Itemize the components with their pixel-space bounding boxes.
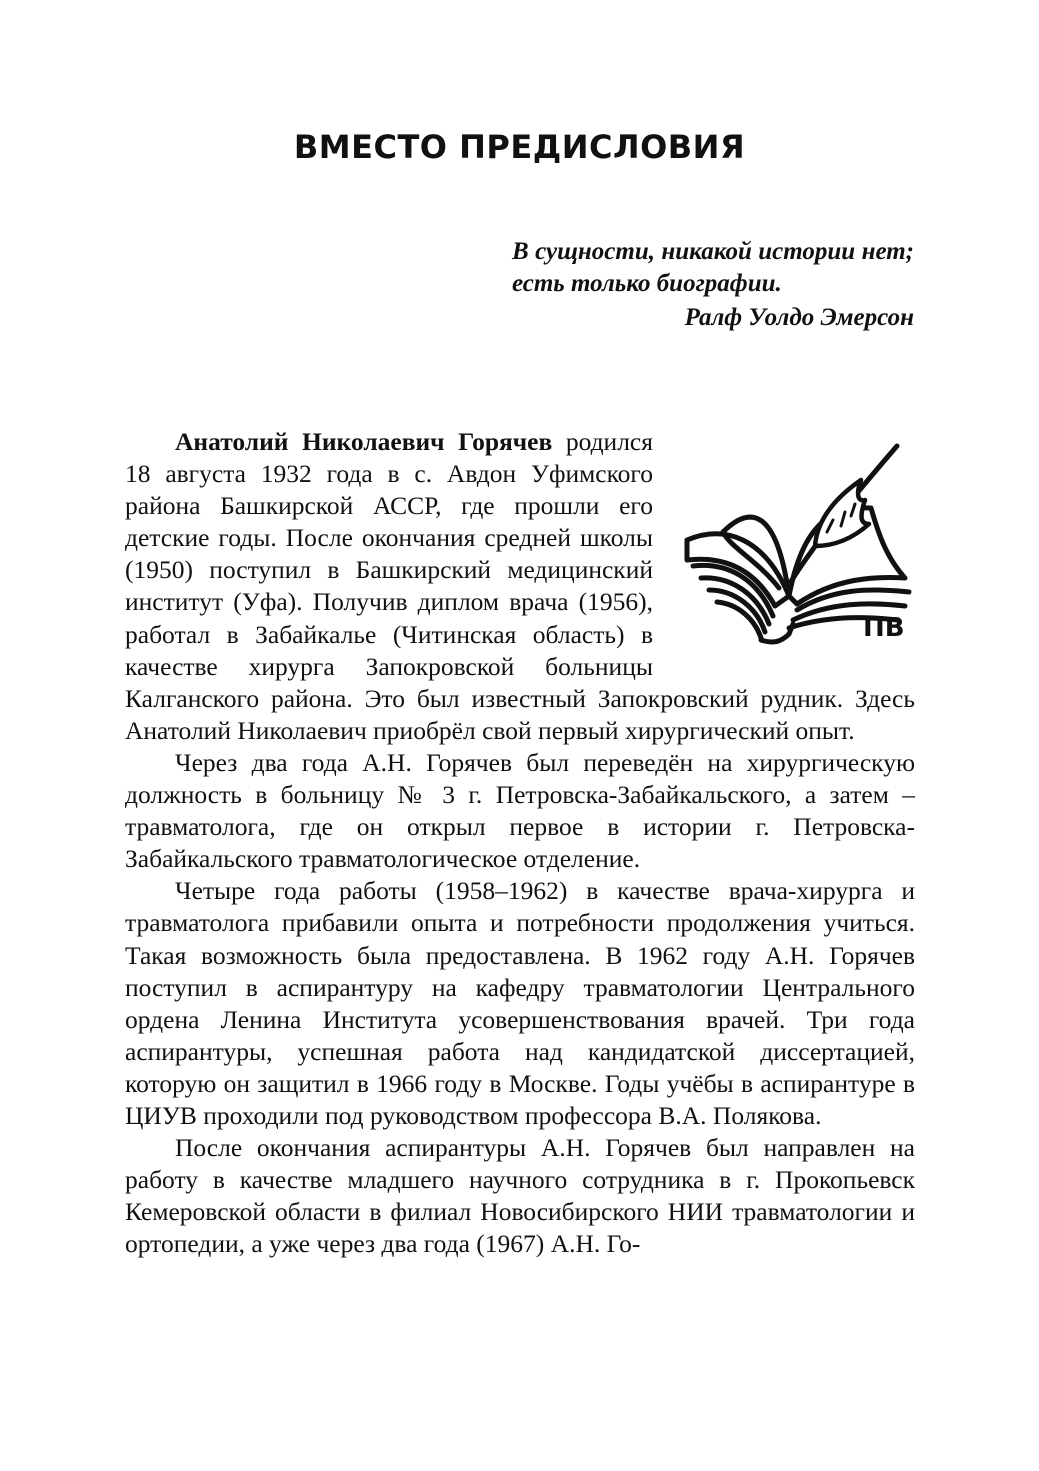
body-text xyxy=(125,426,915,1260)
emblem-monogram xyxy=(863,613,905,643)
paragraph-1 xyxy=(125,426,915,747)
page-heading: ВМЕСТО ПРЕДИСЛОВИЯ xyxy=(293,128,746,166)
paragraph-2: Через два года А.Н. Горячев был переведён на хирургическую должность в больницу № 3 г. Петровска-Забайкальского, а затем – травматолога, где он открыл первое в истории г. Петровска-Забайкальского травматологическое отделение. xyxy=(125,747,915,874)
paragraph-4: После окончания аспирантуры А.Н. Горячев был направлен на работу в качестве младшего научного сотрудника в г. Прокопьевск Кемеровской области в филиал Новосибирского НИИ травматологии и ортопедии, а уже через два года (1967) А.Н. Го- xyxy=(125,1133,915,1259)
person-name: Анатолий Николаевич Горячев xyxy=(175,427,553,456)
epigraph-author: Ралф Уолдо Эмерсон xyxy=(684,304,914,331)
open-book-with-quill-icon xyxy=(665,428,927,656)
epigraph-quote: В сущности, никакой истории нет; есть только биографии. xyxy=(512,238,914,297)
svg-text:ПВ: ПВ xyxy=(863,613,905,643)
paragraph-1-text: родился 18 августа 1932 года в с. Авдон Уфимского района Башкирской АССР, где прошли его детские годы. После окончания средней школы (1950) поступил в Башкирский медицинский институт (Уфа). Получив диплом врача (1956), работал в Забайкалье (Читинская область) в качестве хирурга Запокровской больницы Калганского района. Это был известный Запокровский рудник. Здесь Анатолий Николаевич приобрёл свой первый хирургический опыт. xyxy=(125,427,915,745)
epigraph xyxy=(512,236,914,334)
paragraph-3: Четыре года работы (1958–1962) в качестве врача-хирурга и травматолога прибавили опыта и потребности продолжения учиться. Такая возможность была предоставлена. В 1962 году А.Н. Горячев поступил в аспирантуру на кафедру травматологии Центрального ордена Ленина Института усовершенствования врачей. Три года аспирантуры, успешная работа над кандидатской диссертацией, которую он защитил в 1966 году в Москве. Годы учёбы в аспирантуре в ЦИУВ проходили под руководством профессора В.А. Полякова. xyxy=(125,876,915,1130)
